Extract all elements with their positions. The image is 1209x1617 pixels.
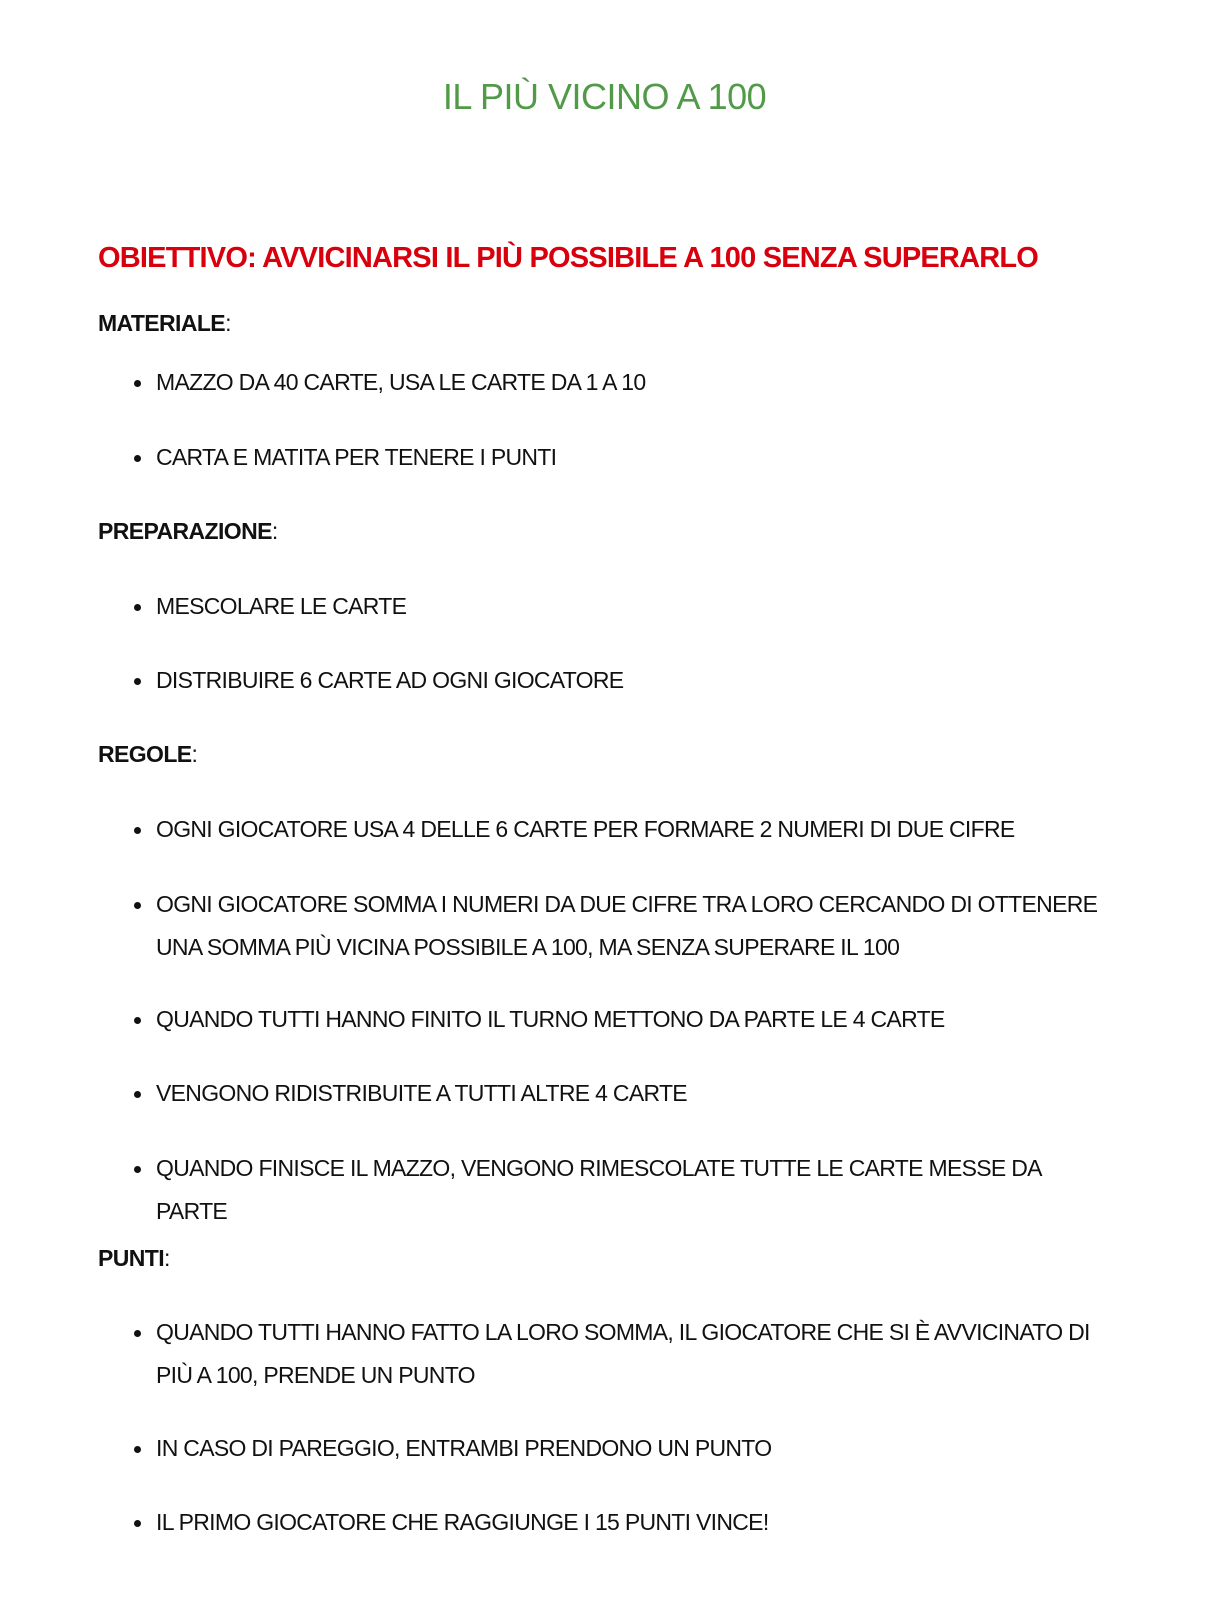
list-item bbox=[134, 998, 1114, 1041]
bullet-icon bbox=[134, 1330, 141, 1337]
list-item bbox=[134, 659, 1114, 702]
section-label-text: PUNTI bbox=[98, 1245, 165, 1271]
list-item bbox=[134, 1072, 1114, 1115]
list-item-text: QUANDO FINISCE IL MAZZO, VENGONO RIMESCOLATE TUTTE LE CARTE MESSE DA PARTE bbox=[156, 1155, 1041, 1224]
list-item-text: DISTRIBUIRE 6 CARTE AD OGNI GIOCATORE bbox=[156, 667, 624, 693]
list-item bbox=[134, 361, 1114, 404]
bullet-icon bbox=[134, 902, 141, 909]
page-title: IL PIÙ VICINO A 100 bbox=[442, 76, 767, 117]
list-item-text: OGNI GIOCATORE USA 4 DELLE 6 CARTE PER FORMARE 2 NUMERI DI DUE CIFRE bbox=[156, 816, 1015, 842]
colon: : bbox=[164, 1245, 170, 1271]
list-item-text: MAZZO DA 40 CARTE, USA LE CARTE DA 1 A 10 bbox=[156, 369, 646, 395]
list-item bbox=[134, 808, 1114, 851]
section-label-text: PREPARAZIONE bbox=[98, 518, 272, 544]
list-item bbox=[134, 585, 1114, 628]
section-label-materiale bbox=[98, 310, 231, 337]
list-item bbox=[134, 1147, 1114, 1233]
colon: : bbox=[191, 741, 198, 767]
objective-heading: OBIETTIVO: AVVICINARSI IL PIÙ POSSIBILE A 100 SENZA SUPERARLO bbox=[98, 242, 1039, 274]
bullet-icon bbox=[134, 1017, 141, 1024]
list-item-text: MESCOLARE LE CARTE bbox=[156, 593, 407, 619]
bullet-icon bbox=[134, 455, 141, 462]
list-item bbox=[134, 1311, 1114, 1397]
bullet-icon bbox=[134, 1520, 141, 1527]
bullet-icon bbox=[134, 1091, 141, 1098]
bullet-icon bbox=[134, 678, 141, 685]
list-item bbox=[134, 1427, 1114, 1470]
section-label-regole bbox=[98, 741, 197, 768]
section-label-punti bbox=[98, 1245, 170, 1272]
colon: : bbox=[271, 518, 278, 544]
list-item-text: QUANDO TUTTI HANNO FATTO LA LORO SOMMA, IL GIOCATORE CHE SI È AVVICINATO DI PIÙ A 100, PRENDE UN PUNTO bbox=[156, 1319, 1090, 1388]
list-item-text: QUANDO TUTTI HANNO FINITO IL TURNO METTONO DA PARTE LE 4 CARTE bbox=[156, 1006, 945, 1032]
section-label-text: REGOLE bbox=[98, 741, 192, 767]
list-item bbox=[134, 436, 1114, 479]
bullet-icon bbox=[134, 380, 141, 387]
list-item bbox=[134, 883, 1114, 969]
colon: : bbox=[225, 310, 231, 336]
list-item-text: VENGONO RIDISTRIBUITE A TUTTI ALTRE 4 CARTE bbox=[156, 1080, 687, 1106]
section-label-preparazione bbox=[98, 518, 278, 545]
list-item-text: OGNI GIOCATORE SOMMA I NUMERI DA DUE CIFRE TRA LORO CERCANDO DI OTTENERE UNA SOMMA PIÙ VICINA POSSIBILE A 100, MA SENZA SUPERARE IL 100 bbox=[156, 891, 1098, 960]
bullet-icon bbox=[134, 1446, 141, 1453]
section-label-text: MATERIALE bbox=[98, 310, 226, 336]
list-item-text: IL PRIMO GIOCATORE CHE RAGGIUNGE I 15 PUNTI VINCE! bbox=[156, 1509, 769, 1535]
list-item-text: CARTA E MATITA PER TENERE I PUNTI bbox=[156, 444, 557, 470]
bullet-icon bbox=[134, 827, 141, 834]
list-item-text: IN CASO DI PAREGGIO, ENTRAMBI PRENDONO UN PUNTO bbox=[156, 1435, 772, 1461]
list-item bbox=[134, 1501, 1114, 1544]
bullet-icon bbox=[134, 1166, 141, 1173]
bullet-icon bbox=[134, 604, 141, 611]
